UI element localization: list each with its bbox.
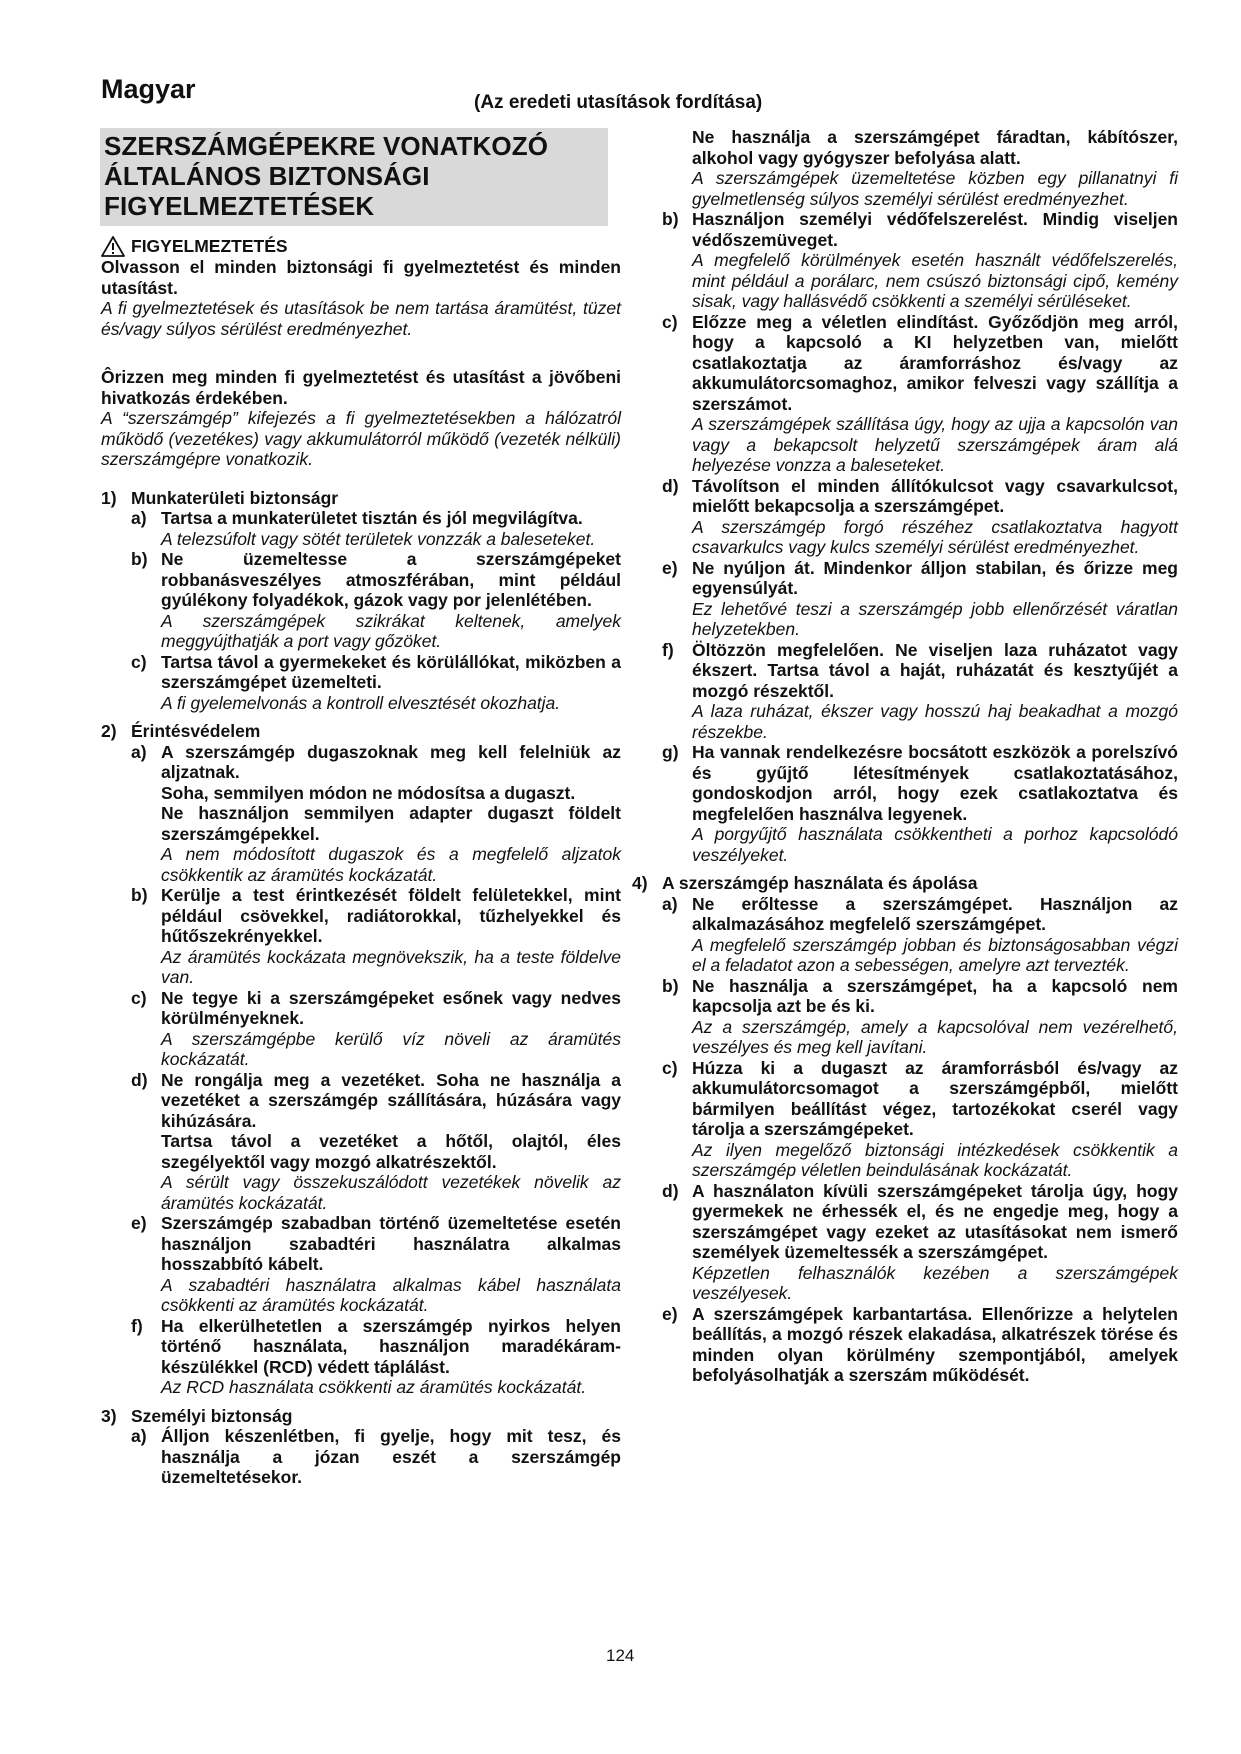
item-bold-text: A használaton kívüli szerszámgépeket tárolja úgy, hogy gyermekek ne érhessék el, és ne engedje meg, hogy a szerszámgépet vagy ezeket az utasításokat nem ismerő személyek üzemeltessék a szerszámgépet. — [692, 1180, 1178, 1262]
item-italic-text: A laza ruházat, ékszer vagy hosszú haj beakadhat a mozgó részekbe. — [692, 701, 1178, 742]
list-item — [662, 1181, 1178, 1304]
item-bold-text: Soha, semmilyen módon ne módosítsa a dugaszt. — [161, 782, 576, 803]
title-line: SZERSZÁMGÉPEKRE VONATKOZÓ — [104, 131, 549, 161]
item-bold-text: Ha vannak rendelkezésre bocsátott eszközök a porelszívó és gyűjtő létesítmények csatlakoztatásához, gondoskodjon arról, hogy ezek csatlakoztatva és megfelelően használva legyenek. — [692, 742, 1178, 824]
item-marker: e) — [662, 557, 678, 578]
list-item — [662, 894, 1178, 976]
list-item — [131, 652, 621, 714]
item-bold-text: Tartsa távol a gyermekeket és körülállókat, miközben a szerszámgépet üzemelteti. — [161, 651, 621, 692]
list-item — [131, 508, 621, 549]
section-number: 3) — [101, 1405, 117, 1426]
list-item — [662, 476, 1178, 558]
right-column — [632, 127, 1178, 1386]
item-marker: f) — [662, 639, 674, 660]
keep-italic-text: A “szerszámgép” kifejezés a fi gyelmeztetésekben a hálózatról működő (vezetékes) vagy akkumulátorról működő (vezeték nélküli) szerszámgépre vonatkozik. — [101, 408, 621, 469]
item-marker: b) — [131, 549, 148, 569]
item-marker: c) — [131, 987, 147, 1008]
list-item — [131, 1070, 621, 1214]
item-marker: b) — [131, 885, 148, 905]
list-item — [662, 1058, 1178, 1181]
list-item — [662, 209, 1178, 312]
item-marker: c) — [662, 311, 678, 332]
item-italic-text: A telezsúfolt vagy sötét területek vonzzák a baleseteket. — [161, 528, 596, 549]
list-item — [662, 312, 1178, 476]
section-number: 1) — [101, 487, 117, 508]
title-line: FIGYELMEZTETÉSEK — [104, 191, 375, 221]
item-bold-text: Húzza ki a dugaszt az áramforrásból és/vagy az akkumulátorcsomagot a szerszámgépből, mielőtt bármilyen beállítást végez, tartozékokat cserél vagy tárolja a szerszámgépeket. — [692, 1057, 1178, 1139]
item-italic-text: A megfelelő körülmények esetén használt védőfelszerelés, mint például a porálarc, nem csúszó biztonsági cipő, kemény sisak, vagy hallásvédő csökkenti a személyi sérüléseket. — [692, 250, 1178, 311]
item-bold-text: Ha elkerülhetetlen a szerszámgép nyirkos helyen történő használata, használjon maradékáram-készülékkel (RCD) védett táplálást. — [161, 1315, 621, 1377]
language-heading: Magyar — [101, 74, 196, 104]
item-italic-text: Az ilyen megelőző biztonsági intézkedések csökkentik a szerszámgép véletlen beindulásának kockázatát. — [692, 1139, 1178, 1180]
section-number: 4) — [632, 873, 648, 893]
warning-triangle-icon — [101, 236, 125, 257]
list-item — [131, 1426, 621, 1488]
list-item — [131, 549, 621, 652]
section-title: A szerszámgép használata és ápolása — [662, 873, 978, 893]
item-italic-text: A fi gyelemelvonás a kontroll elvesztését okozhatja. — [161, 692, 561, 713]
list-item — [662, 976, 1178, 1058]
item-bold-text: Álljon készenlétben, fi gyelje, hogy mit tesz, és használja a józan eszét a szerszámgép üzemeltetésekor. — [161, 1426, 621, 1487]
item-bold-text: Távolítson el minden állítókulcsot vagy csavarkulcsot, mielőtt bekapcsolja a szerszámgépet. — [692, 475, 1178, 516]
item-marker: f) — [131, 1315, 143, 1336]
item-italic-text: Az a szerszámgép, amely a kapcsolóval nem vezérelhető, veszélyes és meg kell javítani. — [692, 1016, 1178, 1057]
list-item — [131, 885, 621, 988]
item-italic-text: Képzetlen felhasználók kezében a szerszámgépek veszélyesek. — [692, 1262, 1178, 1303]
section-2-heading — [101, 721, 621, 742]
list-item — [662, 1304, 1178, 1386]
item-italic-text: A szerszámgépek szállítása úgy, hogy az ujja a kapcsolón van vagy a bekapcsolt helyzetű szerszámgépek áram alá helyezése vonzza a baleseteket. — [692, 414, 1178, 475]
item-marker: e) — [131, 1213, 147, 1233]
page-number: 124 — [606, 1646, 635, 1665]
item-bold-text: Öltözzön megfelelően. Ne viseljen laza ruházatot vagy ékszert. Tartsa távol a haját, ruházatát és kesztyűjét a mozgó részektől. — [692, 639, 1178, 701]
item-marker: a) — [131, 1426, 147, 1446]
item-bold-text: Szerszámgép szabadban történő üzemeltetése esetén használjon szabadtéri használatra alkalmas hosszabbító kábelt. — [161, 1213, 621, 1274]
page-title — [104, 131, 548, 221]
warning-label: FIGYELMEZTETÉS — [131, 236, 288, 257]
item-marker: e) — [662, 1303, 678, 1324]
item-bold-text: Használjon személyi védőfelszerelést. Mindig viseljen védőszemüveget. — [692, 209, 1178, 250]
item-marker: g) — [662, 742, 679, 762]
item-italic-text: Az áramütés kockázata megnövekszik, ha a teste földelve van. — [161, 946, 621, 987]
item-italic-text: A szerszámgépek üzemeltetése közben egy pillanatnyi fi gyelmetlenség súlyos személyi sérülést eredményezhet. — [692, 168, 1178, 209]
section-title: Érintésvédelem — [131, 721, 261, 741]
item-italic-text: A szerszámgép forgó részéhez csatlakoztatva hagyott csavarkulcs vagy kulcs személyi sérülést eredményezhet. — [692, 516, 1178, 557]
list-item — [662, 640, 1178, 743]
item-bold-text: Ne rongálja meg a vezetéket. Soha ne használja a vezetéket a szerszámgép szállítására, húzására vagy kihúzására. — [161, 1069, 621, 1131]
item-marker: b) — [662, 975, 679, 996]
keep-bold-text: Ôrizzen meg minden fi gyelmeztetést és utasítást a jövőbeni hivatkozás érdekében. — [101, 367, 621, 408]
item-marker: d) — [662, 1180, 679, 1201]
item-marker: a) — [131, 508, 147, 528]
section-3-heading — [101, 1406, 621, 1427]
item-bold-text: Ne erőltesse a szerszámgépet. Használjon az alkalmazásához megfelelő szerszámgépet. — [692, 893, 1178, 934]
item-bold-text: Tartsa távol a vezetéket a hőtől, olajtól, éles szegélyektől vagy mozgó alkatrészektől. — [161, 1131, 621, 1172]
item-italic-text: A megfelelő szerszámgép jobban és biztonságosabban végzi el a feladatot azon a sebességen, amelyre azt tervezték. — [692, 934, 1178, 975]
item-bold-text: Kerülje a test érintkezését földelt felületekkel, mint például csövekkel, radiátorokkal, tűzhelyekkel és hűtőszekrényekkel. — [161, 885, 621, 946]
list-item — [131, 1213, 621, 1316]
item-bold-text: Ne használja a szerszámgépet, ha a kapcsoló nem kapcsolja azt be és ki. — [692, 975, 1178, 1016]
item-italic-text: A szerszámgépbe kerülő víz növeli az áramütés kockázatát. — [161, 1028, 621, 1069]
section-4-heading — [632, 873, 1178, 894]
item-marker: d) — [662, 475, 679, 496]
item-italic-text: Az RCD használata csökkenti az áramütés kockázatát. — [161, 1377, 587, 1397]
item-italic-text: A sérült vagy összekuszálódott vezetékek növelik az áramütés kockázatát. — [161, 1172, 621, 1213]
left-column — [101, 236, 621, 1488]
item-italic-text: Ez lehetővé teszi a szerszámgép jobb ellenőrzését váratlan helyzetekben. — [692, 598, 1178, 639]
document-subtitle: (Az eredeti utasítások fordítása) — [474, 92, 763, 113]
list-item — [131, 988, 621, 1070]
title-line: ÁLTALÁNOS BIZTONSÁGI — [104, 161, 430, 191]
list-item — [131, 742, 621, 886]
item-bold-text: Ne tegye ki a szerszámgépeket esőnek vagy nedves körülményeknek. — [161, 987, 621, 1028]
warning-heading — [101, 236, 621, 257]
item-italic-text: A nem módosított dugaszok és a megfelelő aljzatok csökkentik az áramütés kockázatát. — [161, 844, 621, 885]
section-number: 2) — [101, 721, 117, 741]
list-item — [662, 558, 1178, 640]
list-item — [131, 1316, 621, 1398]
item-marker: a) — [131, 741, 147, 762]
item-bold-text: Ne üzemeltesse a szerszámgépeket robbanásveszélyes atmoszférában, mint például gyúlékony folyadékok, gázok vagy por jelenlétében. — [161, 549, 621, 610]
item-marker: c) — [662, 1057, 678, 1078]
item-bold-text: Ne használja a szerszámgépet fáradtan, kábítószer, alkohol vagy gyógyszer befolyása alatt. — [692, 127, 1178, 168]
item-bold-text: A szerszámgépek karbantartása. Ellenőrizze a helytelen beállítás, a mozgó részek elakadása, alkatrészek törése és minden olyan körülmény szempontjából, amelyek befolyásolhatják a szerszám működését. — [692, 1303, 1178, 1385]
item-marker: c) — [131, 651, 147, 672]
warning-italic-text: A fi gyelmeztetések és utasítások be nem tartása áramütést, tüzet és/vagy súlyos sérülést eredményezhet. — [101, 298, 621, 339]
item-bold-text: Előzze meg a véletlen elindítást. Győződjön meg arról, hogy a kapcsoló a KI helyzetben van, mielőtt csatlakoztatja az áramforráshoz és/vagy az akkumulátorcsomaghoz, amikor felveszi vagy szállítja a szerszámot. — [692, 311, 1178, 414]
section-title: Munkaterületi biztonságr — [131, 487, 339, 508]
item-bold-text: Ne nyúljon át. Mindenkor álljon stabilan, és őrizze meg egyensúlyát. — [692, 557, 1178, 598]
item-italic-text: A szerszámgépek szikrákat keltenek, amelyek meggyújthatják a port vagy gőzöket. — [161, 610, 621, 651]
item-marker: a) — [662, 893, 678, 914]
item-marker: b) — [662, 209, 679, 229]
item-bold-text: Ne használjon semmilyen adapter dugaszt földelt szerszámgépekkel. — [161, 803, 621, 844]
item-marker: d) — [131, 1069, 148, 1090]
item-bold-text: A szerszámgép dugaszoknak meg kell felelniük az aljzatnak. — [161, 741, 621, 782]
item-bold-text: Tartsa a munkaterületet tisztán és jól megvilágítva. — [161, 508, 583, 528]
section-1-heading — [101, 488, 621, 509]
item-italic-text: A porgyűjtő használata csökkentheti a porhoz kapcsolódó veszélyeket. — [692, 824, 1178, 865]
item-italic-text: A szabadtéri használatra alkalmas kábel használata csökkenti az áramütés kockázatát. — [161, 1274, 621, 1315]
warning-bold-text: Olvasson el minden biztonsági fi gyelmeztetést és minden utasítást. — [101, 257, 621, 298]
section-title: Személyi biztonság — [131, 1405, 293, 1426]
list-item — [662, 742, 1178, 865]
